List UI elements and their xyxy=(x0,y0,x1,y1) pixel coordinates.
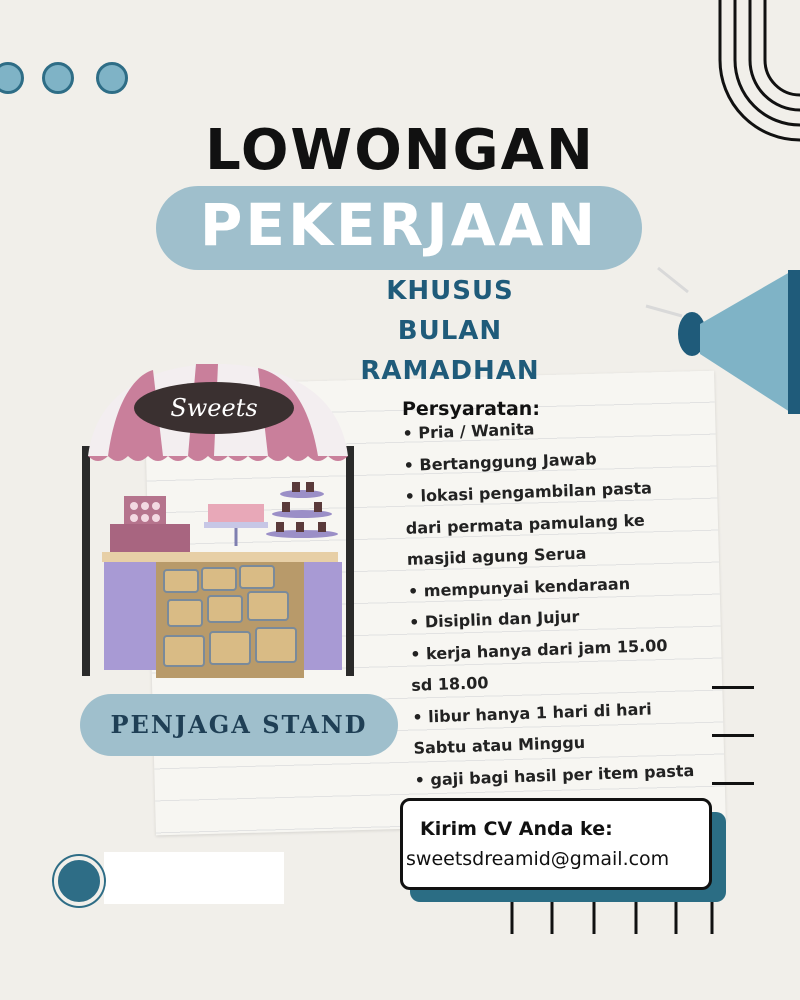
subtitle-khusus: KHUSUS xyxy=(386,276,514,306)
requirement-item: • Bertanggung Jawab xyxy=(403,448,597,475)
requirement-item: • kerja hanya dari jam 15.00 xyxy=(409,635,668,664)
requirement-item: • Pria / Wanita xyxy=(402,419,535,443)
contact-email[interactable]: sweetsdreamid@gmail.com xyxy=(406,848,670,870)
requirement-item: • Disiplin dan Jujur xyxy=(408,606,580,632)
dot-icon xyxy=(96,62,128,94)
requirement-item: Sabtu atau Minggu xyxy=(413,732,586,758)
decorative-rectangle xyxy=(104,852,284,904)
dot-icon xyxy=(42,62,74,94)
requirements-list xyxy=(402,406,745,795)
requirement-item: sd 18.00 xyxy=(411,673,489,695)
title-lowongan: LOWONGAN xyxy=(205,118,595,183)
subtitle-bulan: BULAN xyxy=(397,316,503,346)
requirement-item: masjid agung Serua xyxy=(406,543,587,569)
dot-icon xyxy=(0,62,24,94)
contact-box xyxy=(400,798,712,890)
stall-sign-text: Sweets xyxy=(170,394,258,422)
sweets-stall-illustration xyxy=(68,356,368,686)
requirement-item: dari permata pamulang ke xyxy=(405,510,645,538)
dot-icon xyxy=(54,856,104,906)
requirements-heading: Persyaratan: xyxy=(402,398,540,420)
role-label: PENJAGA STAND xyxy=(110,710,368,739)
requirement-item: • mempunyai kendaraan xyxy=(407,573,631,601)
subtitle-ramadhan: RAMADHAN xyxy=(360,356,540,386)
title-pekerjaan: PEKERJAAN xyxy=(199,191,599,259)
requirement-item: • libur hanya 1 hari di hari xyxy=(412,698,652,727)
requirement-item: • gaji bagi hasil per item pasta xyxy=(414,760,695,790)
requirement-item: • lokasi pengambilan pasta xyxy=(404,478,653,506)
megaphone-icon xyxy=(640,262,800,422)
contact-label: Kirim CV Anda ke: xyxy=(420,818,613,840)
